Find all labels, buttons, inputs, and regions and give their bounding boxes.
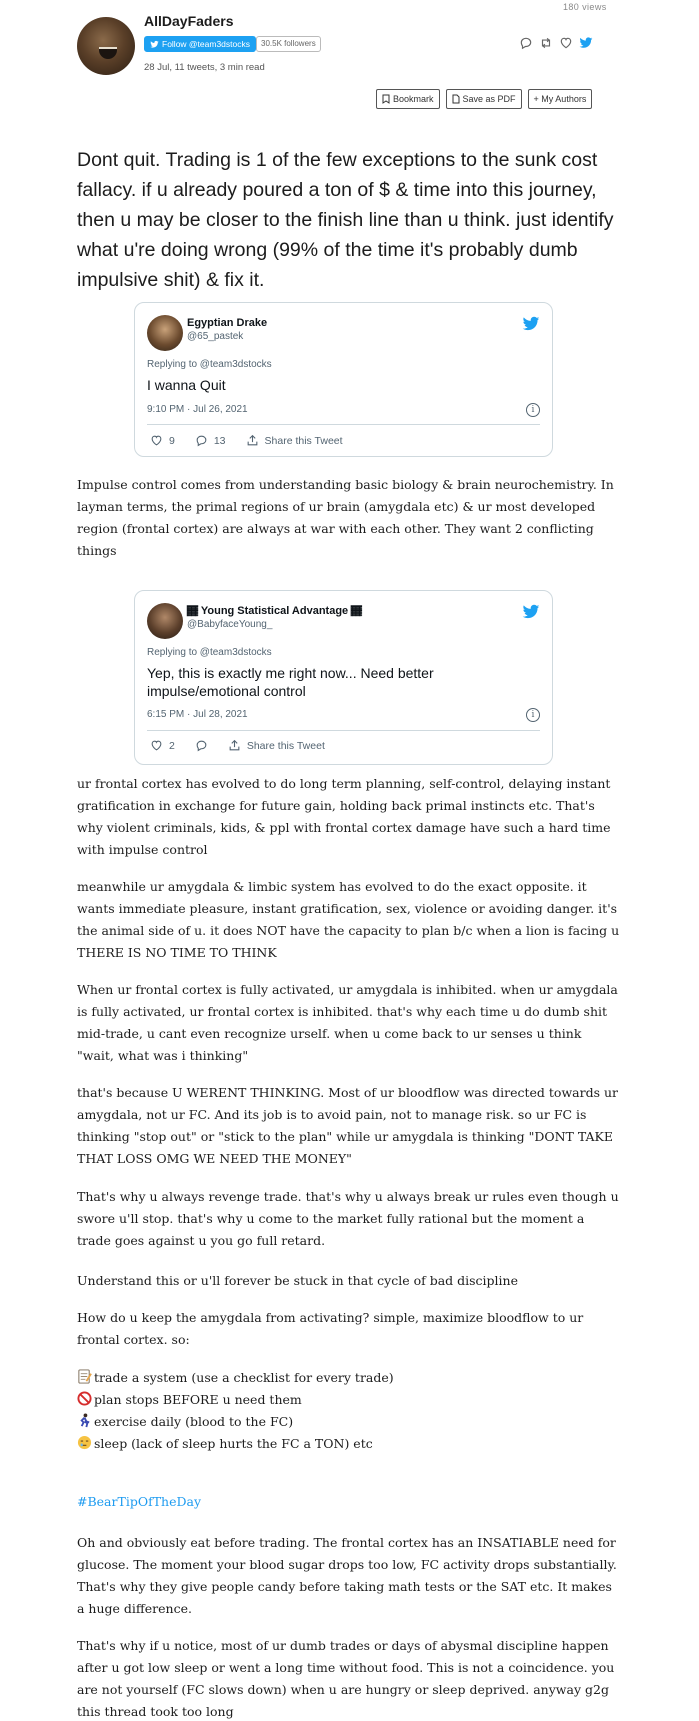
reply-icon <box>195 434 208 447</box>
thread-meta: 28 Jul, 11 tweets, 3 min read <box>144 62 265 73</box>
tweet-author-name[interactable]: 🏾 Young Statistical Advantage 🏾 <box>187 605 362 617</box>
paragraph: Impulse control comes from understanding basic biology & brain neurochemistry. In layman terms, the primal regions of ur brain (amygdala etc) & ur most developed region (frontal cortex) are always at war with each other. They want 2 conflicting things <box>77 477 614 558</box>
tweet-replying-to[interactable]: Replying to @team3dstocks <box>147 359 272 370</box>
tweet-timestamp[interactable]: 9:10 PM · Jul 26, 2021 <box>147 404 248 415</box>
save-pdf-label: Save as PDF <box>462 94 516 104</box>
list-item-text: trade a system (use a checklist for every trade) <box>94 1370 394 1385</box>
view-count: 180 views <box>563 2 607 12</box>
paragraph: meanwhile ur amygdala & limbic system has evolved to do the exact opposite. it wants immediate pleasure, instant gratification, sex, violence or avoiding danger. it's the animal side of u. it does NOT have the capacity to plan b/c when a lion is facing u THERE IS NO TIME TO THINK <box>77 879 620 960</box>
tweet-author-handle[interactable]: @BabyfaceYoung_ <box>187 619 273 630</box>
reply-icon[interactable] <box>519 36 533 50</box>
lead-tweet-text: Dont quit. Trading is 1 of the few exceptions to the sunk cost fallacy. if u already poured a ton of $ & time into this journey, then u may be closer to the finish line than u think. just identify what u're doing wrong (99% of the time it's probably dumb impulsive shit) & fix it. <box>77 149 614 291</box>
author-name[interactable]: AllDayFaders <box>144 13 234 29</box>
follow-button[interactable] <box>144 36 256 52</box>
sleepy-face-icon <box>77 1435 92 1450</box>
share-action[interactable] <box>228 739 325 752</box>
tweet-divider <box>147 730 540 731</box>
info-icon[interactable]: i <box>526 708 540 722</box>
tweet-author-name[interactable]: Egyptian Drake <box>187 317 268 329</box>
share-label: Share this Tweet <box>264 434 343 447</box>
list-item <box>77 1411 622 1433</box>
twitter-bird-icon[interactable] <box>522 315 540 333</box>
tweet-avatar[interactable] <box>147 315 183 351</box>
bookmark-label: Bookmark <box>393 94 434 104</box>
reply-action[interactable] <box>195 434 226 447</box>
list-item-text: sleep (lack of sleep hurts the FC a TON) etc <box>94 1436 373 1451</box>
save-pdf-button[interactable] <box>446 89 522 109</box>
share-action[interactable] <box>246 434 343 447</box>
tweet-divider <box>147 424 540 425</box>
follow-label: Follow @team3dstocks <box>162 39 250 49</box>
paragraph: Oh and obviously eat before trading. The frontal cortex has an INSATIABLE need for glucose. The moment your blood sugar drops too low, FC activity drops substantially. That's why they give people candy before taking math tests or the SAT etc. It makes a huge difference. <box>77 1535 617 1616</box>
twitter-bird-icon <box>150 40 159 49</box>
list-item <box>77 1367 622 1389</box>
twitter-share-icon[interactable] <box>579 36 593 50</box>
twitter-bird-icon[interactable] <box>522 603 540 621</box>
paragraph: That's why u always revenge trade. that's why u always break ur rules even though u swore u'll stop. that's why u come to the market fully rational but the moment a trade goes against u you go full retard. <box>77 1189 619 1248</box>
tweet-text: I wanna Quit <box>147 377 226 393</box>
tweet-replying-to[interactable]: Replying to @team3dstocks <box>147 647 272 658</box>
header-actions <box>519 36 593 50</box>
paragraph: That's why if u notice, most of ur dumb trades or days of abysmal discipline happen after u got low sleep or went a long time without food. This is not a coincidence. you are not yourself (FC slows down) when u are hungry or sleep deprived. anyway g2g this thread took too long <box>77 1638 615 1719</box>
like-action[interactable] <box>150 434 175 447</box>
tweet-author-handle[interactable]: @65_pastek <box>187 331 244 342</box>
list-item-text: exercise daily (blood to the FC) <box>94 1414 294 1429</box>
tweet-timestamp[interactable]: 6:15 PM · Jul 28, 2021 <box>147 709 248 720</box>
info-icon[interactable]: i <box>526 403 540 417</box>
share-icon <box>228 739 241 752</box>
bookmark-button[interactable] <box>376 89 440 109</box>
paragraph: that's because U WERENT THINKING. Most of ur bloodflow was directed towards ur amygdala, not ur FC. And its job is to avoid pain, not to manage risk. so ur FC is thinking "stop out" or "stick to the plan" while ur amygdala is thinking "DONT TAKE THAT LOSS OMG WE NEED THE MONEY" <box>77 1085 618 1166</box>
share-icon <box>246 434 259 447</box>
hashtag-link[interactable]: #BearTipOfTheDay <box>77 1494 202 1509</box>
like-count: 9 <box>169 434 175 447</box>
heart-icon[interactable] <box>559 36 573 50</box>
tips-list <box>77 1367 622 1455</box>
prohibited-icon <box>77 1391 92 1406</box>
tweet-avatar[interactable] <box>147 603 183 639</box>
paragraph: How do u keep the amygdala from activating? simple, maximize bloodflow to ur frontal cortex. so: <box>77 1310 584 1347</box>
embedded-tweet-1[interactable] <box>134 302 553 457</box>
share-label: Share this Tweet <box>246 739 325 752</box>
paragraph: ur frontal cortex has evolved to do long term planning, self-control, delaying instant gratification in exchange for future gain, holding back primal instincts etc. That's why violent criminals, kids, & ppl with frontal cortex damage have such a hard time with impulse control <box>77 776 611 857</box>
tweet-text: Yep, this is exactly me right now... Need better impulse/emotional control <box>147 665 434 699</box>
reply-icon <box>195 739 208 752</box>
paragraph: Understand this or u'll forever be stuck in that cycle of bad discipline <box>77 1273 518 1288</box>
reply-count: 13 <box>213 434 226 447</box>
heart-icon <box>150 739 163 752</box>
list-item <box>77 1433 622 1455</box>
followers-count: 30.5K followers <box>256 36 321 52</box>
bookmark-icon <box>382 94 390 104</box>
my-authors-button[interactable] <box>528 89 593 109</box>
list-item <box>77 1389 622 1411</box>
tweet-actions <box>150 739 345 752</box>
paragraph: When ur frontal cortex is fully activated, ur amygdala is inhibited. when ur amygdala is fully activated, ur frontal cortex is inhibited. that's why each time u do dumb shit mid-trade, u cant even recognize urself. when u come back to ur senses u think "wait, what was i thinking" <box>77 982 618 1063</box>
my-authors-label: + My Authors <box>533 94 587 104</box>
runner-icon <box>77 1413 92 1428</box>
reply-action[interactable] <box>195 739 208 752</box>
like-action[interactable] <box>150 739 175 752</box>
list-item-text: plan stops BEFORE u need them <box>94 1392 302 1407</box>
embedded-tweet-2[interactable] <box>134 590 553 765</box>
retweet-icon[interactable] <box>539 36 553 50</box>
tweet-actions <box>150 434 363 447</box>
thread-tools <box>376 89 592 109</box>
memo-icon <box>77 1369 92 1384</box>
like-count: 2 <box>169 739 175 752</box>
document-icon <box>452 94 460 104</box>
author-avatar[interactable] <box>77 17 135 75</box>
heart-icon <box>150 434 163 447</box>
